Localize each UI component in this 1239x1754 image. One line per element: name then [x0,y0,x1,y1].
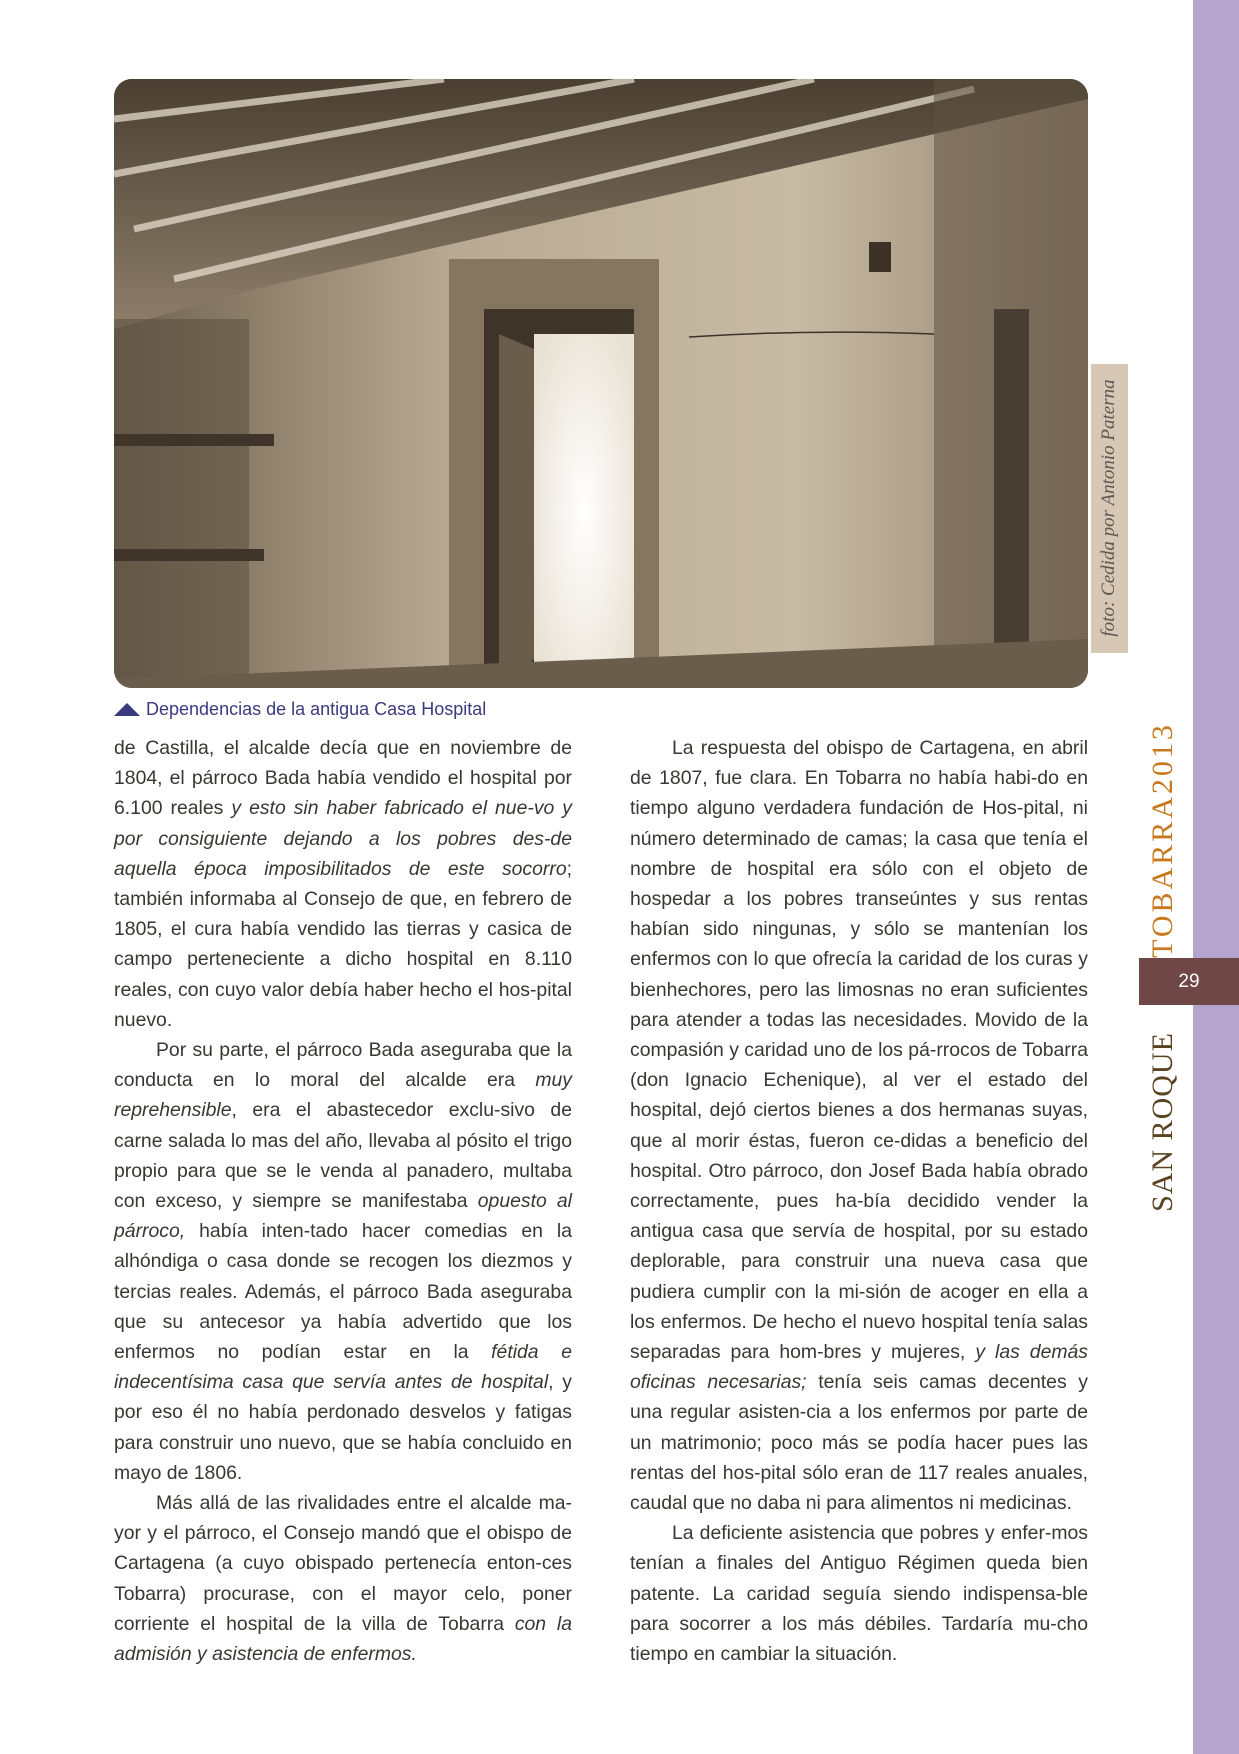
left-column [114,733,572,1669]
caption-text: Dependencias de la antigua Casa Hospital [146,698,487,719]
room-doorway-photo [114,79,1088,688]
triangle-up-icon [114,703,140,716]
paragraph: La deficiente asistencia que pobres y enfer-mos tenían a finales del Antiguo Régimen queda bien patente. La caridad seguía siendo indispensa-ble para socorrer a los más débiles. Tardaría mu-cho tiempo en cambiar la situación. [630,1522,1088,1666]
right-column [630,733,1088,1669]
paragraph: La respuesta del obispo de Cartagena, en abril de 1807, fue clara. En Tobarra no había habi-do en tiempo alguno verdadera fundación de Hos-pital, ni número determinado de camas; la casa que tenía el nombre de hospital era sólo con el objeto de hospedar a los pobres transeúntes y sus rentas habían sido ningunas, y sólo se mantenían los enfermos con lo que ofrecía la caridad de los curas y bienhechores, pero las limosnas no eran suficientes para atender a todas las necesidades. Movido de la compasión y caridad uno de los pá-rrocos de Tobarra (don Ignacio Echenique), al ver el estado del hospital, dejó ciertos bienes a dos hermanas suyas, que al morir éstas, fueron ce-didas a beneficio del hospital. Otro párroco, don Josef Bada había obrado correctamente, pues ha-bía decidido vender la antigua casa que servía de hospital, por su estado deplorable, para construir una nueva casa que pudiera cumplir con la mi-sión de acoger en ella a los enfermos. De hecho el nuevo hospital tenía salas separadas para hom-bres y mujeres, y las demás oficinas necesarias; tenía seis camas decentes y una regular asisten-cia a los enfermos por parte de un matrimonio; poco más se podía hacer pues las rentas del hos-pital sólo eran de 117 reales anuales, caudal que no daba ni para alimentos ni medicinas. [630,737,1088,1515]
paragraph: de Castilla, el alcalde decía que en noviembre de 1804, el párroco Bada había vendido el hospital por 6.100 reales y esto sin haber fabricado el nue-vo y por consiguiente dejando a los pobres des-de aquella época imposibilitados de este socorro; también informaba al Consejo de que, en febrero de 1805, el cura había vendido las tierras y casica de campo perteneciente a dicho hospital en 8.110 reales, con cuyo valor debía haber hecho el hos-pital nuevo. [114,737,573,1031]
page-number: 29 [1139,958,1239,1005]
side-band [1193,0,1239,1754]
photo-caption [114,697,486,721]
photo-credit: foto: Cedida por Antonio Paterna [1098,379,1119,637]
paragraph: Por su parte, el párroco Bada aseguraba que la conducta en lo moral del alcalde era muy reprehensible, era el abastecedor exclu-sivo de carne salada lo mas del año, llevaba al pósito el trigo propio para que se le venda al panadero, multaba con exceso, y siempre se manifestaba opuesto al párroco, había inten-tado hacer comedias en la alhóndiga o casa donde se recogen los diezmos y tercias reales. Además, el párroco Bada aseguraba que su antecesor ya había advertido que los enfermos no podían estar en la fétida e indecentísima casa que servía antes de hospital, y por eso él no había perdonado desvelos y fatigas para construir uno nuevo, que se había concluido en mayo de 1806. [114,1039,572,1484]
paragraph: Más allá de las rivalidades entre el alcalde ma-yor y el párroco, el Consejo mandó que el obispo de Cartagena (a cuyo obispado pertenecía enton-ces Tobarra) procurase, con el mayor celo, poner corriente el hospital de la villa de Tobarra con la admisión y asistencia de enfermos. [114,1492,572,1666]
running-head-tobarra: TOBARRA2013 [1146,722,1179,958]
running-head-san-roque: SAN ROQUE [1146,1032,1179,1212]
